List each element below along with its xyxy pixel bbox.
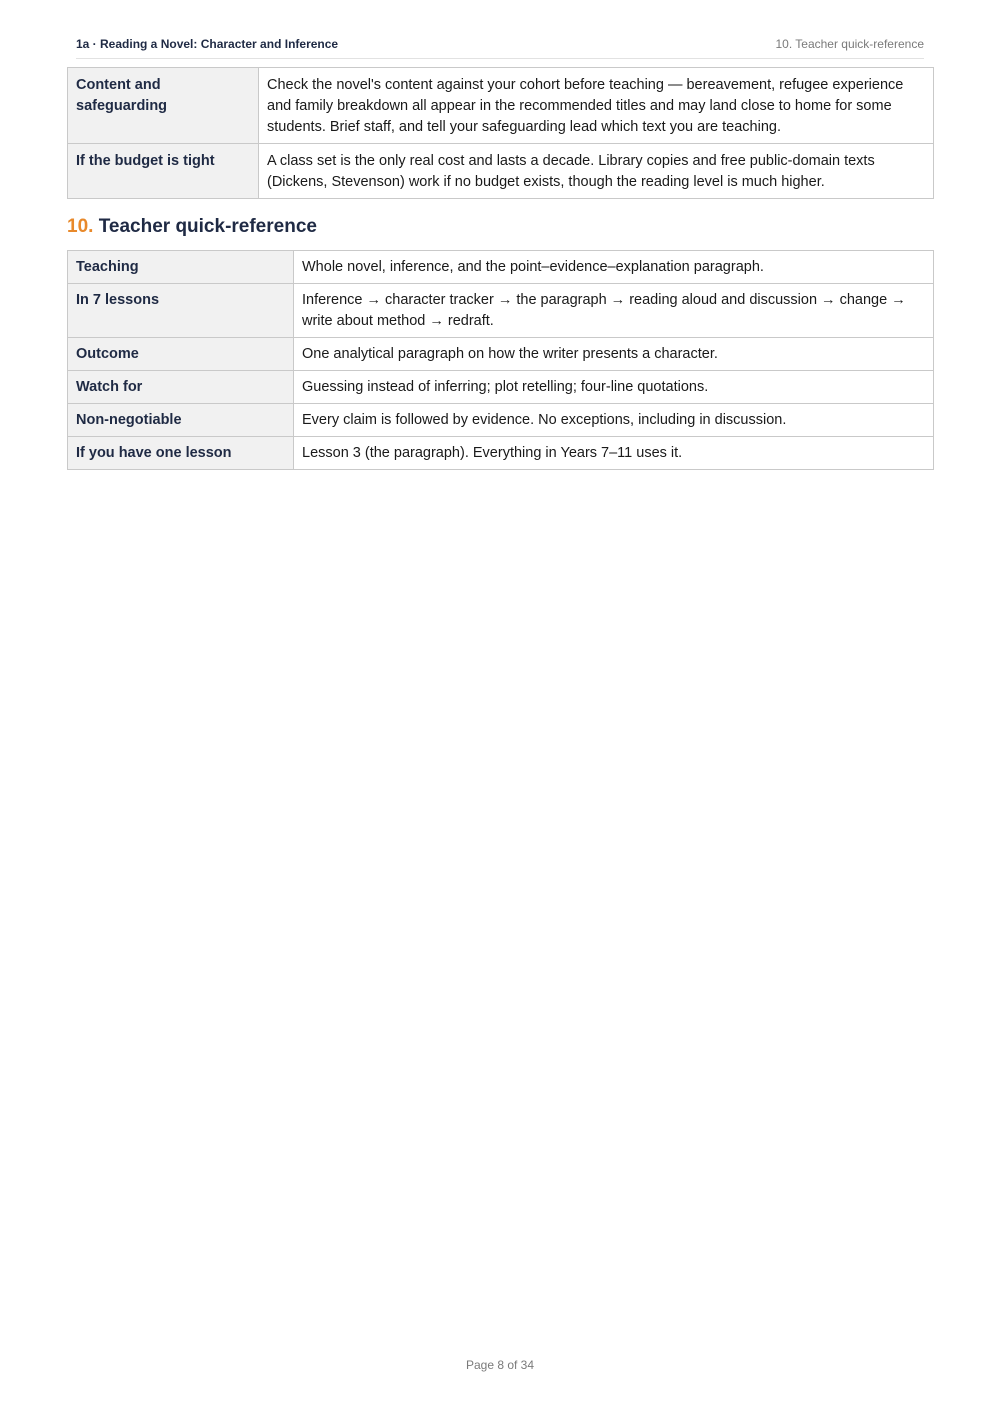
row-value: One analytical paragraph on how the writer presents a character. [294, 338, 934, 371]
row-value: Check the novel's content against your cohort before teaching — bereavement, refugee experience and family breakdown all appear in the recommended titles and may land close to home for some students. Brief staff, and tell your safeguarding lead which text you are teaching. [259, 68, 934, 144]
quick-reference-table [67, 250, 934, 470]
row-label: If the budget is tight [68, 144, 259, 199]
row-label: If you have one lesson [68, 437, 294, 470]
table-row [68, 371, 934, 404]
row-label: In 7 lessons [68, 284, 294, 338]
row-label: Content and safeguarding [68, 68, 259, 144]
running-section-title: 10. Teacher quick-reference [775, 37, 924, 51]
row-value: Whole novel, inference, and the point–evidence–explanation paragraph. [294, 251, 934, 284]
row-label: Non-negotiable [68, 404, 294, 437]
table-row [68, 144, 934, 199]
table-row [68, 68, 934, 144]
table-row [68, 404, 934, 437]
row-label: Teaching [68, 251, 294, 284]
page-number: Page 8 of 34 [465, 1358, 535, 1372]
table-row [68, 251, 934, 284]
content-budget-table [67, 67, 934, 199]
row-label: Watch for [68, 371, 294, 404]
section-title: Teacher quick-reference [98, 216, 317, 237]
row-value: Guessing instead of inferring; plot retelling; four-line quotations. [294, 371, 934, 404]
section-heading [67, 216, 317, 238]
table-row [68, 338, 934, 371]
row-value: Every claim is followed by evidence. No exceptions, including in discussion. [294, 404, 934, 437]
table-row [68, 284, 934, 338]
row-label: Outcome [68, 338, 294, 371]
row-value: Lesson 3 (the paragraph). Everything in Years 7–11 uses it. [294, 437, 934, 470]
running-header [76, 37, 924, 59]
document-title: 1a · Reading a Novel: Character and Inference [76, 37, 339, 51]
row-value: Inference → character tracker → the paragraph → reading aloud and discussion → change → write about method → redraft. [294, 284, 934, 338]
table-row [68, 437, 934, 470]
section-number: 10. [67, 216, 94, 237]
row-value: A class set is the only real cost and lasts a decade. Library copies and free public-domain texts (Dickens, Stevenson) work if no budget exists, though the reading level is much higher. [259, 144, 934, 199]
